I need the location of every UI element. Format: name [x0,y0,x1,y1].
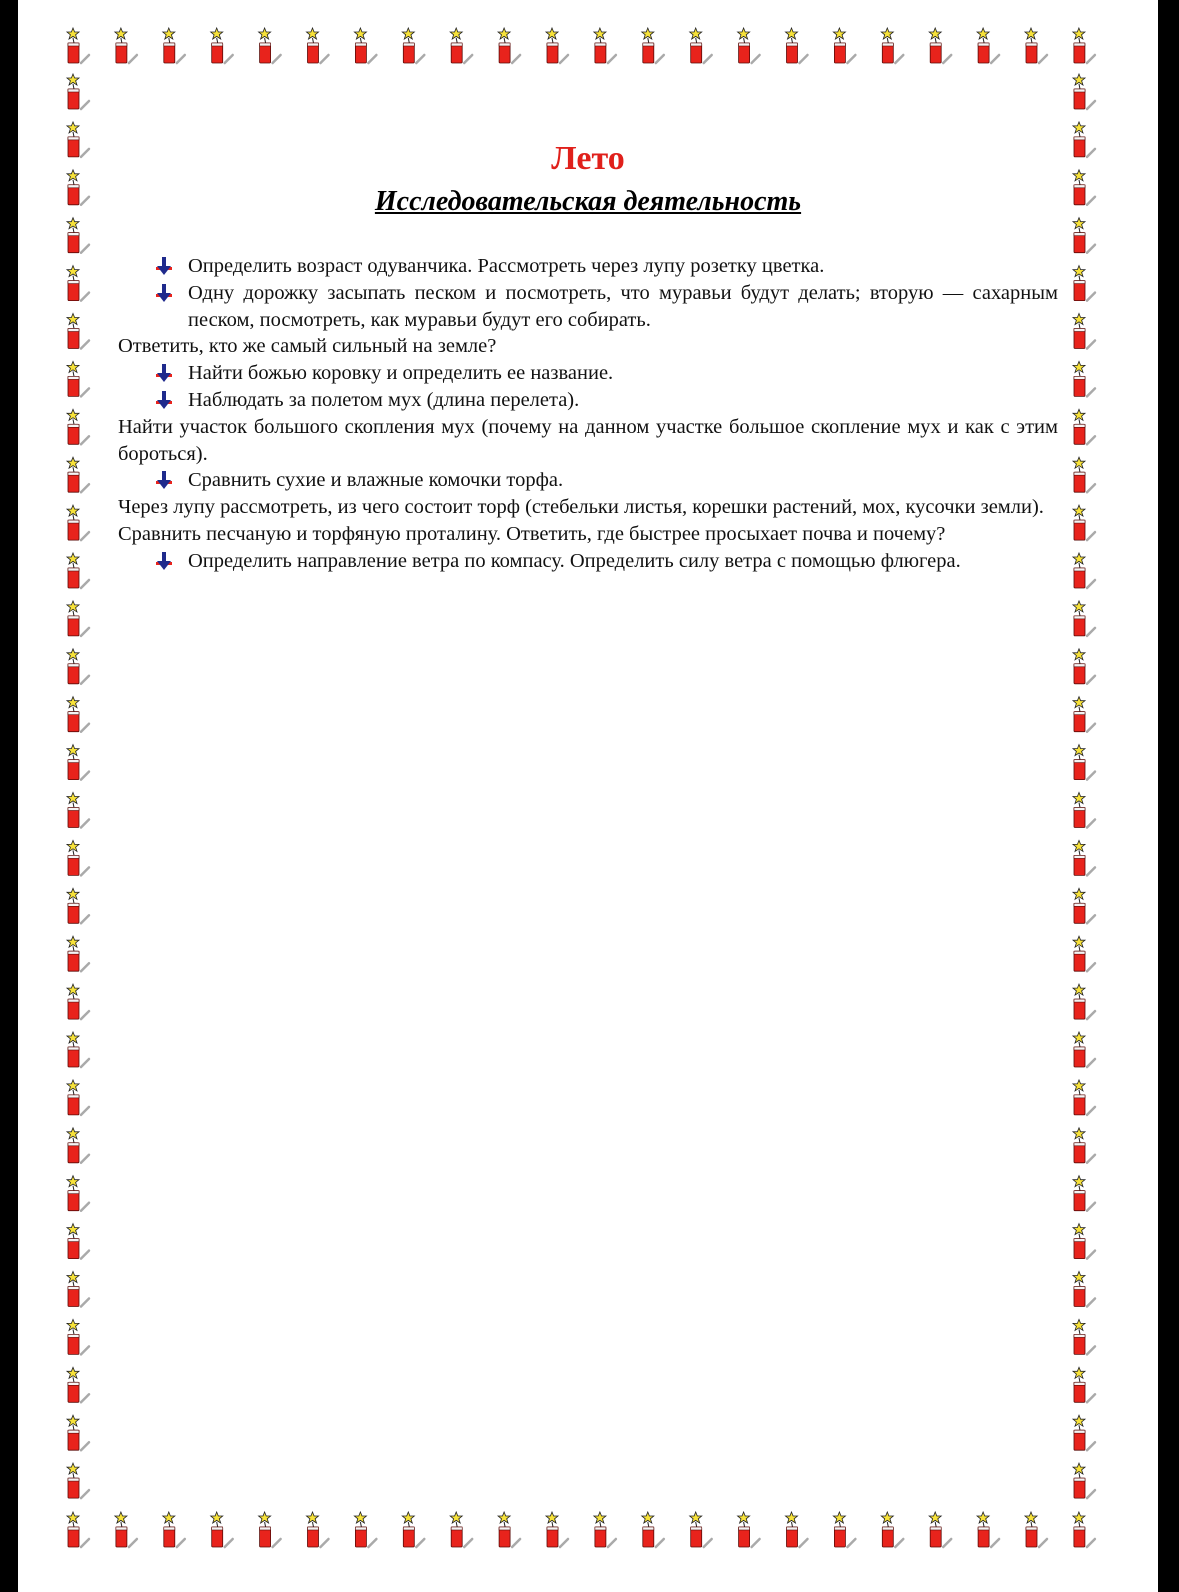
firecracker-icon [1073,505,1095,540]
firecracker-icon [690,1512,712,1547]
firecracker-border [18,0,1158,1592]
document-page [18,0,1158,1592]
firecracker-icon [163,28,185,63]
firecracker-icon [1073,888,1095,923]
firecracker-icon [1073,457,1095,492]
firecracker-icon [67,553,89,588]
firecracker-icon [1073,361,1095,396]
firecracker-icon [881,1512,903,1547]
firecracker-icon [67,936,89,971]
firecracker-icon [67,984,89,1019]
list-item-text: Определить направление ветра по компасу. Определить силу ветра с помощью флюгера. [188,549,961,572]
firecracker-icon [67,505,89,540]
list-item-text: Определить возраст одуванчика. Рассмотреть через лупу розетку цветка. [188,255,825,277]
firecracker-icon [67,1463,89,1498]
firecracker-icon [450,28,472,63]
firecracker-icon [211,28,233,63]
firecracker-icon [67,1415,89,1450]
paragraph: Сравнить песчаную и торфяную проталину. Ответить, где быстрее просыхает почва и почему? [118,522,946,545]
page-title: Лето [551,140,625,177]
firecracker-icon [67,1319,89,1354]
firecracker-icon [977,1512,999,1547]
firecracker-icon [354,28,376,63]
firecracker-icon [67,1032,89,1067]
firecracker-icon [1073,1224,1095,1259]
screen-edge-left [0,0,18,1592]
page-subtitle: Исследовательская деятельность [374,186,802,217]
firecracker-icon [1073,1272,1095,1307]
firecracker-icon [67,361,89,396]
firecracker-icon [67,1128,89,1163]
firecracker-icon [642,1512,664,1547]
firecracker-icon [1073,1080,1095,1115]
arrow-down-bullet-icon [154,387,188,413]
firecracker-icon [833,28,855,63]
firecracker-icon [1073,601,1095,636]
list-item [118,387,1058,414]
firecracker-icon [1073,649,1095,684]
firecracker-icon [259,1512,281,1547]
firecracker-icon [1073,1463,1095,1498]
firecracker-icon [1025,28,1047,63]
firecracker-icon [1073,793,1095,828]
firecracker-icon [594,1512,616,1547]
firecracker-icon [67,1224,89,1259]
list-item [118,280,1058,334]
arrow-down-bullet-icon [154,360,188,386]
firecracker-icon [67,1176,89,1211]
firecracker-icon [1073,984,1095,1019]
arrow-down-bullet-icon [154,467,188,493]
list-item-text: Наблюдать за полетом мух (длина перелета). [188,388,580,411]
firecracker-icon [67,1272,89,1307]
firecracker-icon [1073,697,1095,732]
firecracker-icon [1073,840,1095,875]
firecracker-icon [1073,1512,1095,1547]
firecracker-icon [1073,1415,1095,1450]
firecracker-icon [1073,745,1095,780]
firecracker-icon [67,409,89,444]
firecracker-icon [738,1512,760,1547]
firecracker-icon [1073,553,1095,588]
list-item-text: Найти божью коровку и определить ее название. [188,362,614,385]
firecracker-icon [1073,266,1095,301]
firecracker-icon [498,1512,520,1547]
paragraph: Ответить, кто же самый сильный на земле? [118,335,497,358]
firecracker-icon [1073,74,1095,109]
firecracker-icon [786,1512,808,1547]
firecracker-icon [67,745,89,780]
list-item [118,253,1058,280]
firecracker-icon [1073,1128,1095,1163]
firecracker-icon [929,1512,951,1547]
firecracker-icon [115,1512,137,1547]
firecracker-icon [546,28,568,63]
firecracker-icon [163,1512,185,1547]
firecracker-icon [833,1512,855,1547]
firecracker-icon [738,28,760,63]
firecracker-icon [1073,1319,1095,1354]
firecracker-icon [402,28,424,63]
firecracker-icon [1025,1512,1047,1547]
firecracker-icon [1073,314,1095,349]
firecracker-icon [211,1512,233,1547]
firecracker-icon [67,1512,89,1547]
firecracker-icon [307,28,329,63]
screen-edge-right [1158,0,1179,1592]
list-item [118,467,1058,494]
firecracker-icon [115,28,137,63]
list-item-text: Одну дорожку засыпать песком и посмотреть, что муравьи будут делать; вторую — сахарным песком, посмотреть, как муравьи будут его собирать. [188,281,1058,331]
firecracker-icon [1073,936,1095,971]
firecracker-icon [546,1512,568,1547]
firecracker-icon [67,840,89,875]
firecracker-icon [67,457,89,492]
firecracker-icon [67,697,89,732]
firecracker-icon [498,28,520,63]
firecracker-icon [642,28,664,63]
arrow-down-bullet-icon [154,253,188,279]
list-item-text: Сравнить сухие и влажные комочки торфа. [188,469,564,492]
firecracker-icon [594,28,616,63]
document-body [118,253,1058,575]
firecracker-icon [786,28,808,63]
firecracker-icon [67,1367,89,1402]
firecracker-icon [1073,1367,1095,1402]
firecracker-icon [402,1512,424,1547]
list-item [118,548,1058,575]
firecracker-icon [67,314,89,349]
list-item [118,360,1058,387]
firecracker-icon [929,28,951,63]
firecracker-icon [67,28,89,63]
firecracker-icon [1073,218,1095,253]
firecracker-icon [67,74,89,109]
firecracker-icon [67,649,89,684]
firecracker-icon [1073,1176,1095,1211]
firecracker-icon [67,218,89,253]
firecracker-icon [1073,28,1095,63]
firecracker-icon [690,28,712,63]
firecracker-icon [67,793,89,828]
firecracker-icon [259,28,281,63]
arrow-down-bullet-icon [154,548,188,574]
firecracker-icon [354,1512,376,1547]
firecracker-icon [1073,409,1095,444]
firecracker-icon [67,601,89,636]
paragraph: Найти участок большого скопления мух (почему на данном участке большое скопление мух и как с этим бороться). [118,415,1058,465]
firecracker-icon [67,1080,89,1115]
firecracker-icon [307,1512,329,1547]
firecracker-icon [1073,1032,1095,1067]
firecracker-icon [67,888,89,923]
arrow-down-bullet-icon [154,280,188,306]
firecracker-icon [450,1512,472,1547]
paragraph: Через лупу рассмотреть, из чего состоит торф (стебельки листья, корешки растений, мох, кусочки земли). [118,496,1044,519]
firecracker-icon [881,28,903,63]
firecracker-icon [977,28,999,63]
firecracker-icon [67,266,89,301]
